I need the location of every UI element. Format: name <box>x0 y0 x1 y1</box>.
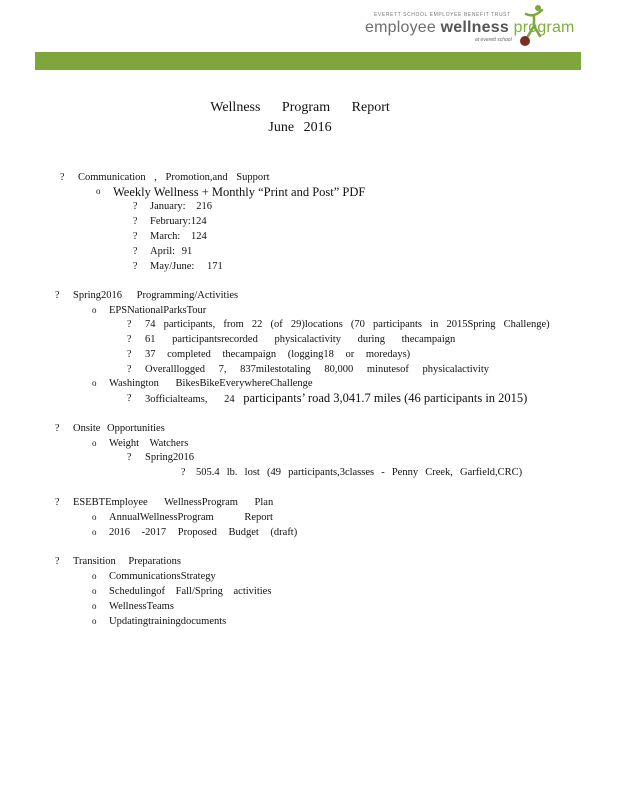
bullet-glyph: ? <box>181 467 186 478</box>
bullet-glyph: ? <box>55 497 60 508</box>
logo-word-program: program <box>513 19 575 36</box>
bike-challenge-heading: Washington BikesBikeEverywhereChallenge <box>109 378 313 389</box>
bike-challenge-item <box>145 391 527 406</box>
sub-bullet-icon: o <box>92 571 97 581</box>
section-communication-heading: Communication , Promotion,and Support <box>78 172 270 183</box>
weight-watchers-detail: 505.4 lb. lost (49 participants,3classes - Penny Creek, Garfield,CRC) <box>196 467 523 478</box>
bullet-glyph: ? <box>55 556 60 567</box>
month-february: February:124 <box>150 216 207 227</box>
bullet-glyph: ? <box>127 334 132 345</box>
section-plan-heading: ESEBTEmployee WellnessProgram Plan <box>73 497 274 508</box>
section-transition-heading: Transition Preparations <box>73 556 181 567</box>
bullet-glyph: ? <box>127 319 132 330</box>
report-title: Wellness Program Report <box>210 100 390 115</box>
report-date: June 2016 <box>268 120 332 135</box>
leaping-figure-icon <box>522 4 546 38</box>
bullet-glyph: ? <box>60 172 65 183</box>
section-onsite-heading: Onsite Opportunities <box>73 423 165 434</box>
bike-teams-text: 3officialteams, 24 <box>145 394 235 405</box>
weight-watchers-heading: Weight Watchers <box>109 438 189 449</box>
parks-item: 61 participantsrecorded physicalactivity during thecampaign <box>145 334 456 345</box>
parks-item: Overalllogged 7, 837milestotaling 80,000 minutesof physicalactivity <box>145 364 489 375</box>
bullet-glyph: ? <box>127 393 132 404</box>
parks-item: 37 completed thecampaign (logging18 or moredays) <box>145 349 411 360</box>
transition-item: WellnessTeams <box>109 601 174 612</box>
sub-bullet-icon: o <box>92 586 97 596</box>
bullet-glyph: ? <box>133 246 138 257</box>
bullet-glyph: ? <box>133 261 138 272</box>
bullet-glyph: ? <box>55 290 60 301</box>
weekly-wellness-line: Weekly Wellness + Monthly “Print and Post” PDF <box>113 185 366 199</box>
plan-item: 2016 -2017 Proposed Budget (draft) <box>109 527 298 538</box>
sub-bullet-icon: o <box>96 186 101 196</box>
sub-bullet-icon: o <box>92 512 97 522</box>
transition-item: Schedulingof Fall/Spring activities <box>109 586 272 597</box>
logo-word-employee: employee <box>365 19 436 36</box>
bullet-glyph: ? <box>127 349 132 360</box>
sub-bullet-icon: o <box>92 305 97 315</box>
parks-item: 74 participants, from 22 (of 29)locations (70 participants in 2015Spring Challenge) <box>145 319 550 330</box>
weight-watchers-season: Spring2016 <box>145 452 195 463</box>
sub-bullet-icon: o <box>92 378 97 388</box>
sub-bullet-icon: o <box>92 527 97 537</box>
month-may-june: May/June: 171 <box>150 261 223 272</box>
bike-participants-text: participants’ road 3,041.7 miles (46 participants in 2015) <box>243 391 528 405</box>
bullet-glyph: ? <box>133 201 138 212</box>
header-green-bar <box>35 52 581 70</box>
parks-tour-heading: EPSNationalParksTour <box>109 305 207 316</box>
bullet-glyph: ? <box>55 423 60 434</box>
logo-badge-icon <box>520 36 530 46</box>
transition-item: CommunicationsStrategy <box>109 571 216 582</box>
transition-item: Updatingtrainingdocuments <box>109 616 227 627</box>
sub-bullet-icon: o <box>92 601 97 611</box>
month-march: March: 124 <box>150 231 207 242</box>
bullet-glyph: ? <box>127 452 132 463</box>
logo-district-line: EVERETT SCHOOL EMPLOYEE BENEFIT TRUST <box>374 12 511 18</box>
month-january: January: 216 <box>150 201 212 212</box>
sub-bullet-icon: o <box>92 616 97 626</box>
section-spring-heading: Spring2016 Programming/Activities <box>73 290 239 301</box>
sub-bullet-icon: o <box>92 438 97 448</box>
logo-tagline: at everett school <box>475 37 512 43</box>
logo-word-wellness: wellness <box>440 19 509 36</box>
bullet-glyph: ? <box>133 231 138 242</box>
month-april: April: 91 <box>150 246 193 257</box>
bullet-glyph: ? <box>133 216 138 227</box>
plan-item: AnnualWellnessProgram Report <box>109 512 273 523</box>
bullet-glyph: ? <box>127 364 132 375</box>
